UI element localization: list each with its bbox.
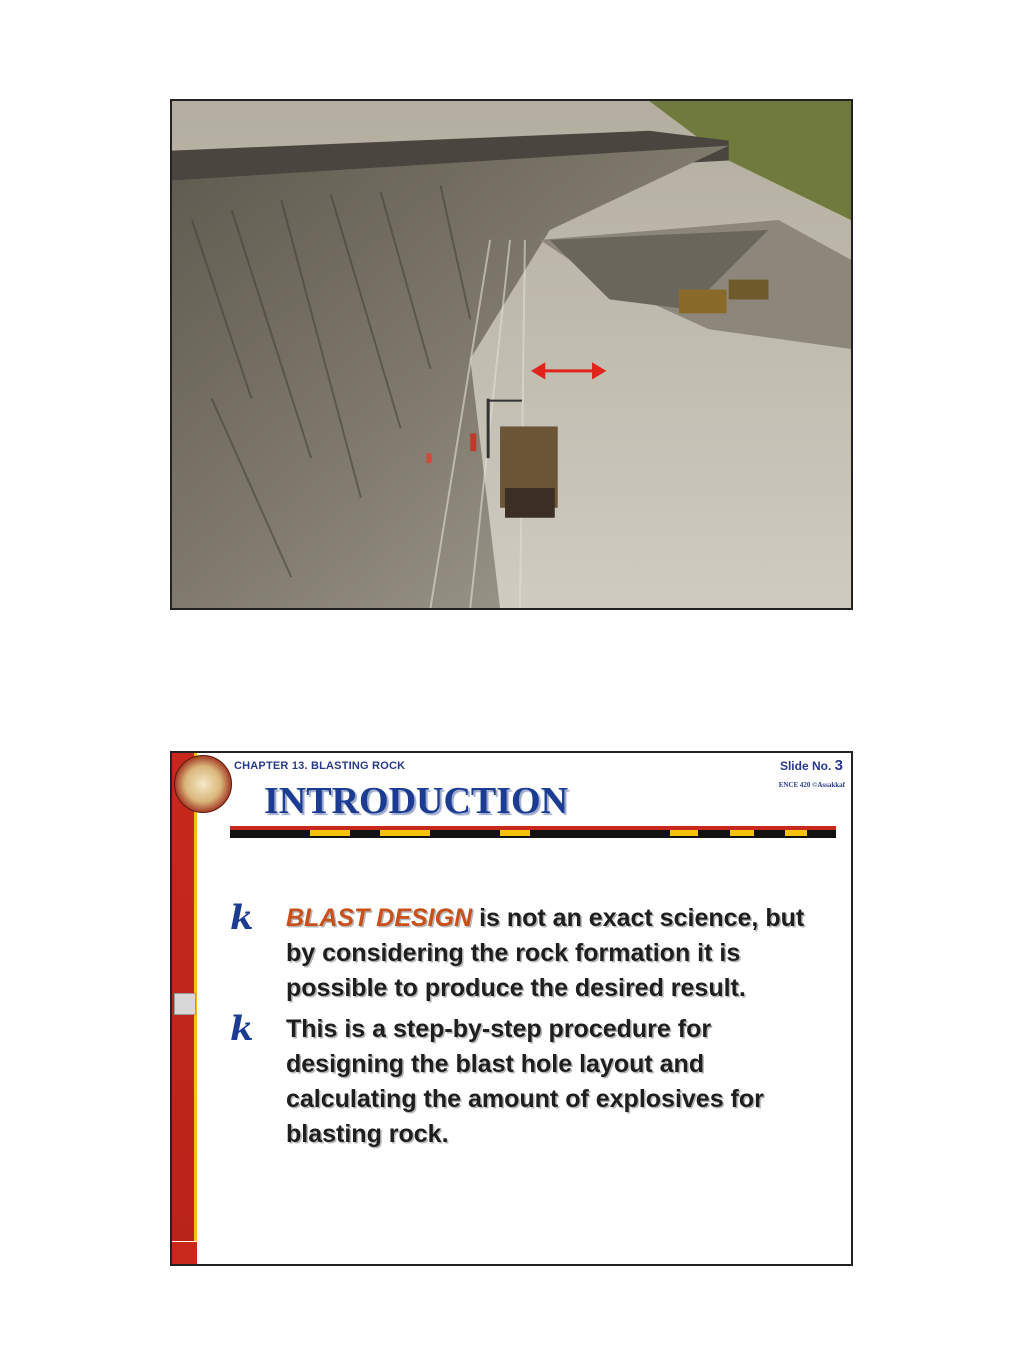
chapter-heading: CHAPTER 13. BLASTING ROCK xyxy=(234,760,406,772)
slide-number-value: 3 xyxy=(834,757,843,774)
bullet-icon: k xyxy=(230,898,254,938)
slide-title: INTRODUCTION xyxy=(264,780,569,822)
title-divider xyxy=(230,826,836,838)
list-item xyxy=(230,1009,820,1152)
list-item xyxy=(230,898,820,1006)
university-seal-icon xyxy=(174,755,232,813)
publisher-logo-icon xyxy=(172,1241,197,1264)
bullet-list xyxy=(230,898,820,1158)
bullet-text: This is a step-by-step procedure for designing the blast hole layout and calculating the amount of explosives for blasting rock. xyxy=(286,1015,764,1148)
course-credit: ENCE 420 ©Assakkaf xyxy=(778,781,845,789)
construction-site-photo-icon xyxy=(172,101,851,608)
quarry-photo xyxy=(170,99,853,610)
slide-number xyxy=(780,757,843,774)
lecture-slide xyxy=(170,751,853,1266)
bullet-emphasis: BLAST DESIGN xyxy=(286,904,473,932)
slide-number-label: Slide No. xyxy=(779,759,832,773)
bullet-icon: k xyxy=(230,1009,254,1049)
side-logo-icon xyxy=(174,993,196,1015)
bullet-text: is not an exact science, but by considering the rock formation it is possible to produce the desired result. xyxy=(286,904,805,1002)
